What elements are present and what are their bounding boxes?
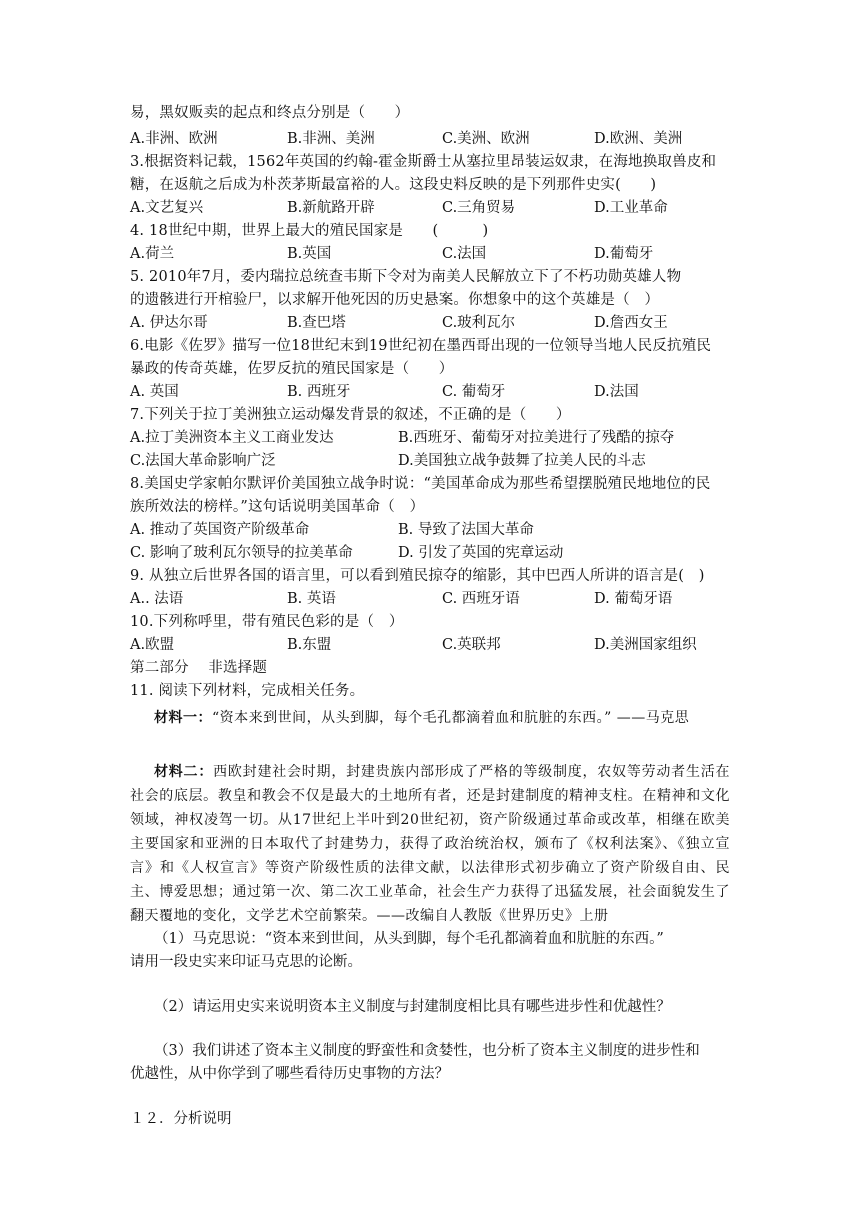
option-a[interactable]: A. 英国: [130, 384, 179, 400]
option-a[interactable]: A. 推动了英国资产阶级革命: [130, 522, 310, 538]
option-b[interactable]: B. 西班牙: [287, 384, 351, 400]
question-10-stem: 10.下列称呼里，带有殖民色彩的是（ ）: [130, 614, 404, 630]
option-d[interactable]: D. 引发了英国的宪章运动: [398, 545, 564, 561]
question-7-stem: 7.下列关于拉丁美洲独立运动爆发背景的叙述，不正确的是（ ）: [130, 407, 571, 423]
option-b[interactable]: B.非洲、美洲: [287, 131, 375, 147]
option-b[interactable]: B.英国: [287, 246, 332, 262]
subquestion-1-line-2: 请用一段史实来印证马克思的论断。: [130, 954, 362, 970]
option-a[interactable]: A.文艺复兴: [130, 200, 204, 216]
option-a[interactable]: A.. 法语: [130, 591, 184, 607]
option-c[interactable]: C.美洲、欧洲: [442, 131, 530, 147]
material-1-text: “资本来到世间，从头到脚，每个毛孔都滴着血和肮脏的东西。” ——马克思: [212, 710, 690, 726]
option-c[interactable]: C.三角贸易: [442, 200, 516, 216]
option-a[interactable]: A. 伊达尔哥: [130, 315, 208, 331]
option-a[interactable]: A.拉丁美洲资本主义工商业发达: [130, 430, 334, 446]
question-12-heading: １２．分析说明: [130, 1111, 232, 1127]
subquestion-2: （2）请运用史实来说明资本主义制度与封建制度相比具有哪些进步性和优越性？: [154, 999, 671, 1015]
option-c[interactable]: C.英联邦: [442, 637, 501, 653]
part-2-heading: 第二部分 非选择题: [130, 660, 268, 676]
question-5-stem-line-1: 5. 2010年7月，委内瑞拉总统查韦斯下令对为南美人民解放立下了不朽功勋英雄人物: [130, 269, 682, 285]
material-2-label: 材料二：: [154, 764, 214, 780]
question-3-stem-line-1: 3.根据资料记载，1562年英国的约翰-霍金斯爵士从塞拉里昂装运奴隶，在海地换取兽皮和: [130, 154, 717, 170]
option-d[interactable]: D.法国: [594, 384, 639, 400]
subquestion-3-line-2: 优越性，从中你学到了哪些看待历史事物的方法？: [130, 1066, 449, 1082]
question-5-stem-line-2: 的遗骸进行开棺验尸，以求解开他死因的历史悬案。你想象中的这个英雄是（ ）: [130, 292, 660, 308]
option-c[interactable]: C.法国大革命影响广泛: [130, 453, 276, 469]
question-5-options: [130, 312, 730, 334]
question-8-stem-line-1: 8.美国史学家帕尔默评价美国独立战争时说：“美国革命成为那些希望摆脱殖民地地位的民: [130, 476, 711, 492]
question-10-options: [130, 634, 730, 656]
material-2: [130, 760, 730, 928]
option-d[interactable]: D.欧洲、美洲: [594, 131, 683, 147]
question-6-stem-line-1: 6.电影《佐罗》描写一位18世纪末到19世纪初在墨西哥出现的一位领导当地人民反抗殖民: [130, 338, 712, 354]
option-b[interactable]: B. 导致了法国大革命: [398, 522, 534, 538]
question-8-options-row-1: [130, 519, 730, 541]
material-2-text: 西欧封建社会时期，封建贵族内部形成了严格的等级制度，农奴等劳动者生活在社会的底层。教皇和教会不仅是最大的土地所有者，还是封建制度的精神支柱。在精神和文化领域，神权凌驾一切。从17世纪上半叶到20世纪初，资产阶级通过革命或改革，相继在欧美主要国家和亚洲的日本取代了封建势力，获得了政治统治权，颁布了《权利法案》、《独立宣言》和《人权宣言》等资产阶级性质的法律文献，以法律形式初步确立了资产阶级自由、民主、博爱思想；通过第一次、第二次工业革命，社会生产力获得了迅猛发展，社会面貌发生了翻天覆地的变化，文学艺术空前繁荣。——改编自人教版《世界历史》上册: [130, 764, 731, 924]
question-3-options: [130, 197, 730, 219]
question-8-stem-line-2: 族所效法的榜样。”这句话说明美国革命（ ）: [130, 499, 425, 515]
option-d[interactable]: D.美国独立战争鼓舞了拉美人民的斗志: [398, 453, 646, 469]
option-a[interactable]: A.非洲、欧洲: [130, 131, 218, 147]
subquestion-3-line-1: （3）我们讲述了资本主义制度的野蛮性和贪婪性，也分析了资本主义制度的进步性和: [154, 1043, 700, 1059]
question-2-options: [130, 128, 730, 150]
material-1-label: 材料一：: [154, 710, 212, 726]
option-b[interactable]: B.新航路开辟: [287, 200, 375, 216]
option-b[interactable]: B.东盟: [287, 637, 332, 653]
question-4-options: [130, 243, 730, 265]
material-1: [130, 706, 730, 730]
question-11-stem: 11. 阅读下列材料，完成相关任务。: [130, 683, 365, 699]
question-6-stem-line-2: 暴政的传奇英雄，佐罗反抗的殖民国家是（ ）: [130, 361, 454, 377]
option-a[interactable]: A.荷兰: [130, 246, 175, 262]
option-d[interactable]: D.葡萄牙: [594, 246, 654, 262]
subquestion-1-line-1: （1）马克思说：“资本来到世间，从头到脚，每个毛孔都滴着血和肮脏的东西。”: [154, 931, 664, 947]
option-d[interactable]: D.詹西女王: [594, 315, 668, 331]
option-a[interactable]: A.欧盟: [130, 637, 175, 653]
question-9-options: [130, 588, 730, 610]
option-d[interactable]: D.工业革命: [594, 200, 668, 216]
question-3-stem-line-2: 糖，在返航之后成为朴茨茅斯最富裕的人。这段史料反映的是下列那件史实( ): [130, 177, 657, 193]
option-d[interactable]: D. 葡萄牙语: [594, 591, 673, 607]
option-b[interactable]: B.西班牙、葡萄牙对拉美进行了残酷的掠夺: [398, 430, 675, 446]
option-c[interactable]: C.玻利瓦尔: [442, 315, 516, 331]
question-6-options: [130, 381, 730, 403]
option-c[interactable]: C. 葡萄牙: [442, 384, 506, 400]
question-8-options-row-2: [130, 542, 730, 564]
option-b[interactable]: B.查巴塔: [287, 315, 346, 331]
question-4-stem: 4. 18世纪中期，世界上最大的殖民国家是 ( ): [130, 223, 489, 239]
option-d[interactable]: D.美洲国家组织: [594, 637, 697, 653]
option-c[interactable]: C. 影响了玻利瓦尔领导的拉美革命: [130, 545, 353, 561]
option-b[interactable]: B. 英语: [287, 591, 336, 607]
option-c[interactable]: C.法国: [442, 246, 487, 262]
question-2-stem: 易，黑奴贩卖的起点和终点分别是（ ）: [130, 105, 410, 121]
question-7-options-row-1: [130, 427, 730, 449]
question-7-options-row-2: [130, 450, 730, 472]
option-c[interactable]: C. 西班牙语: [442, 591, 520, 607]
question-9-stem: 9. 从独立后世界各国的语言里，可以看到殖民掠夺的缩影，其中巴西人所讲的语言是( ): [130, 568, 705, 584]
